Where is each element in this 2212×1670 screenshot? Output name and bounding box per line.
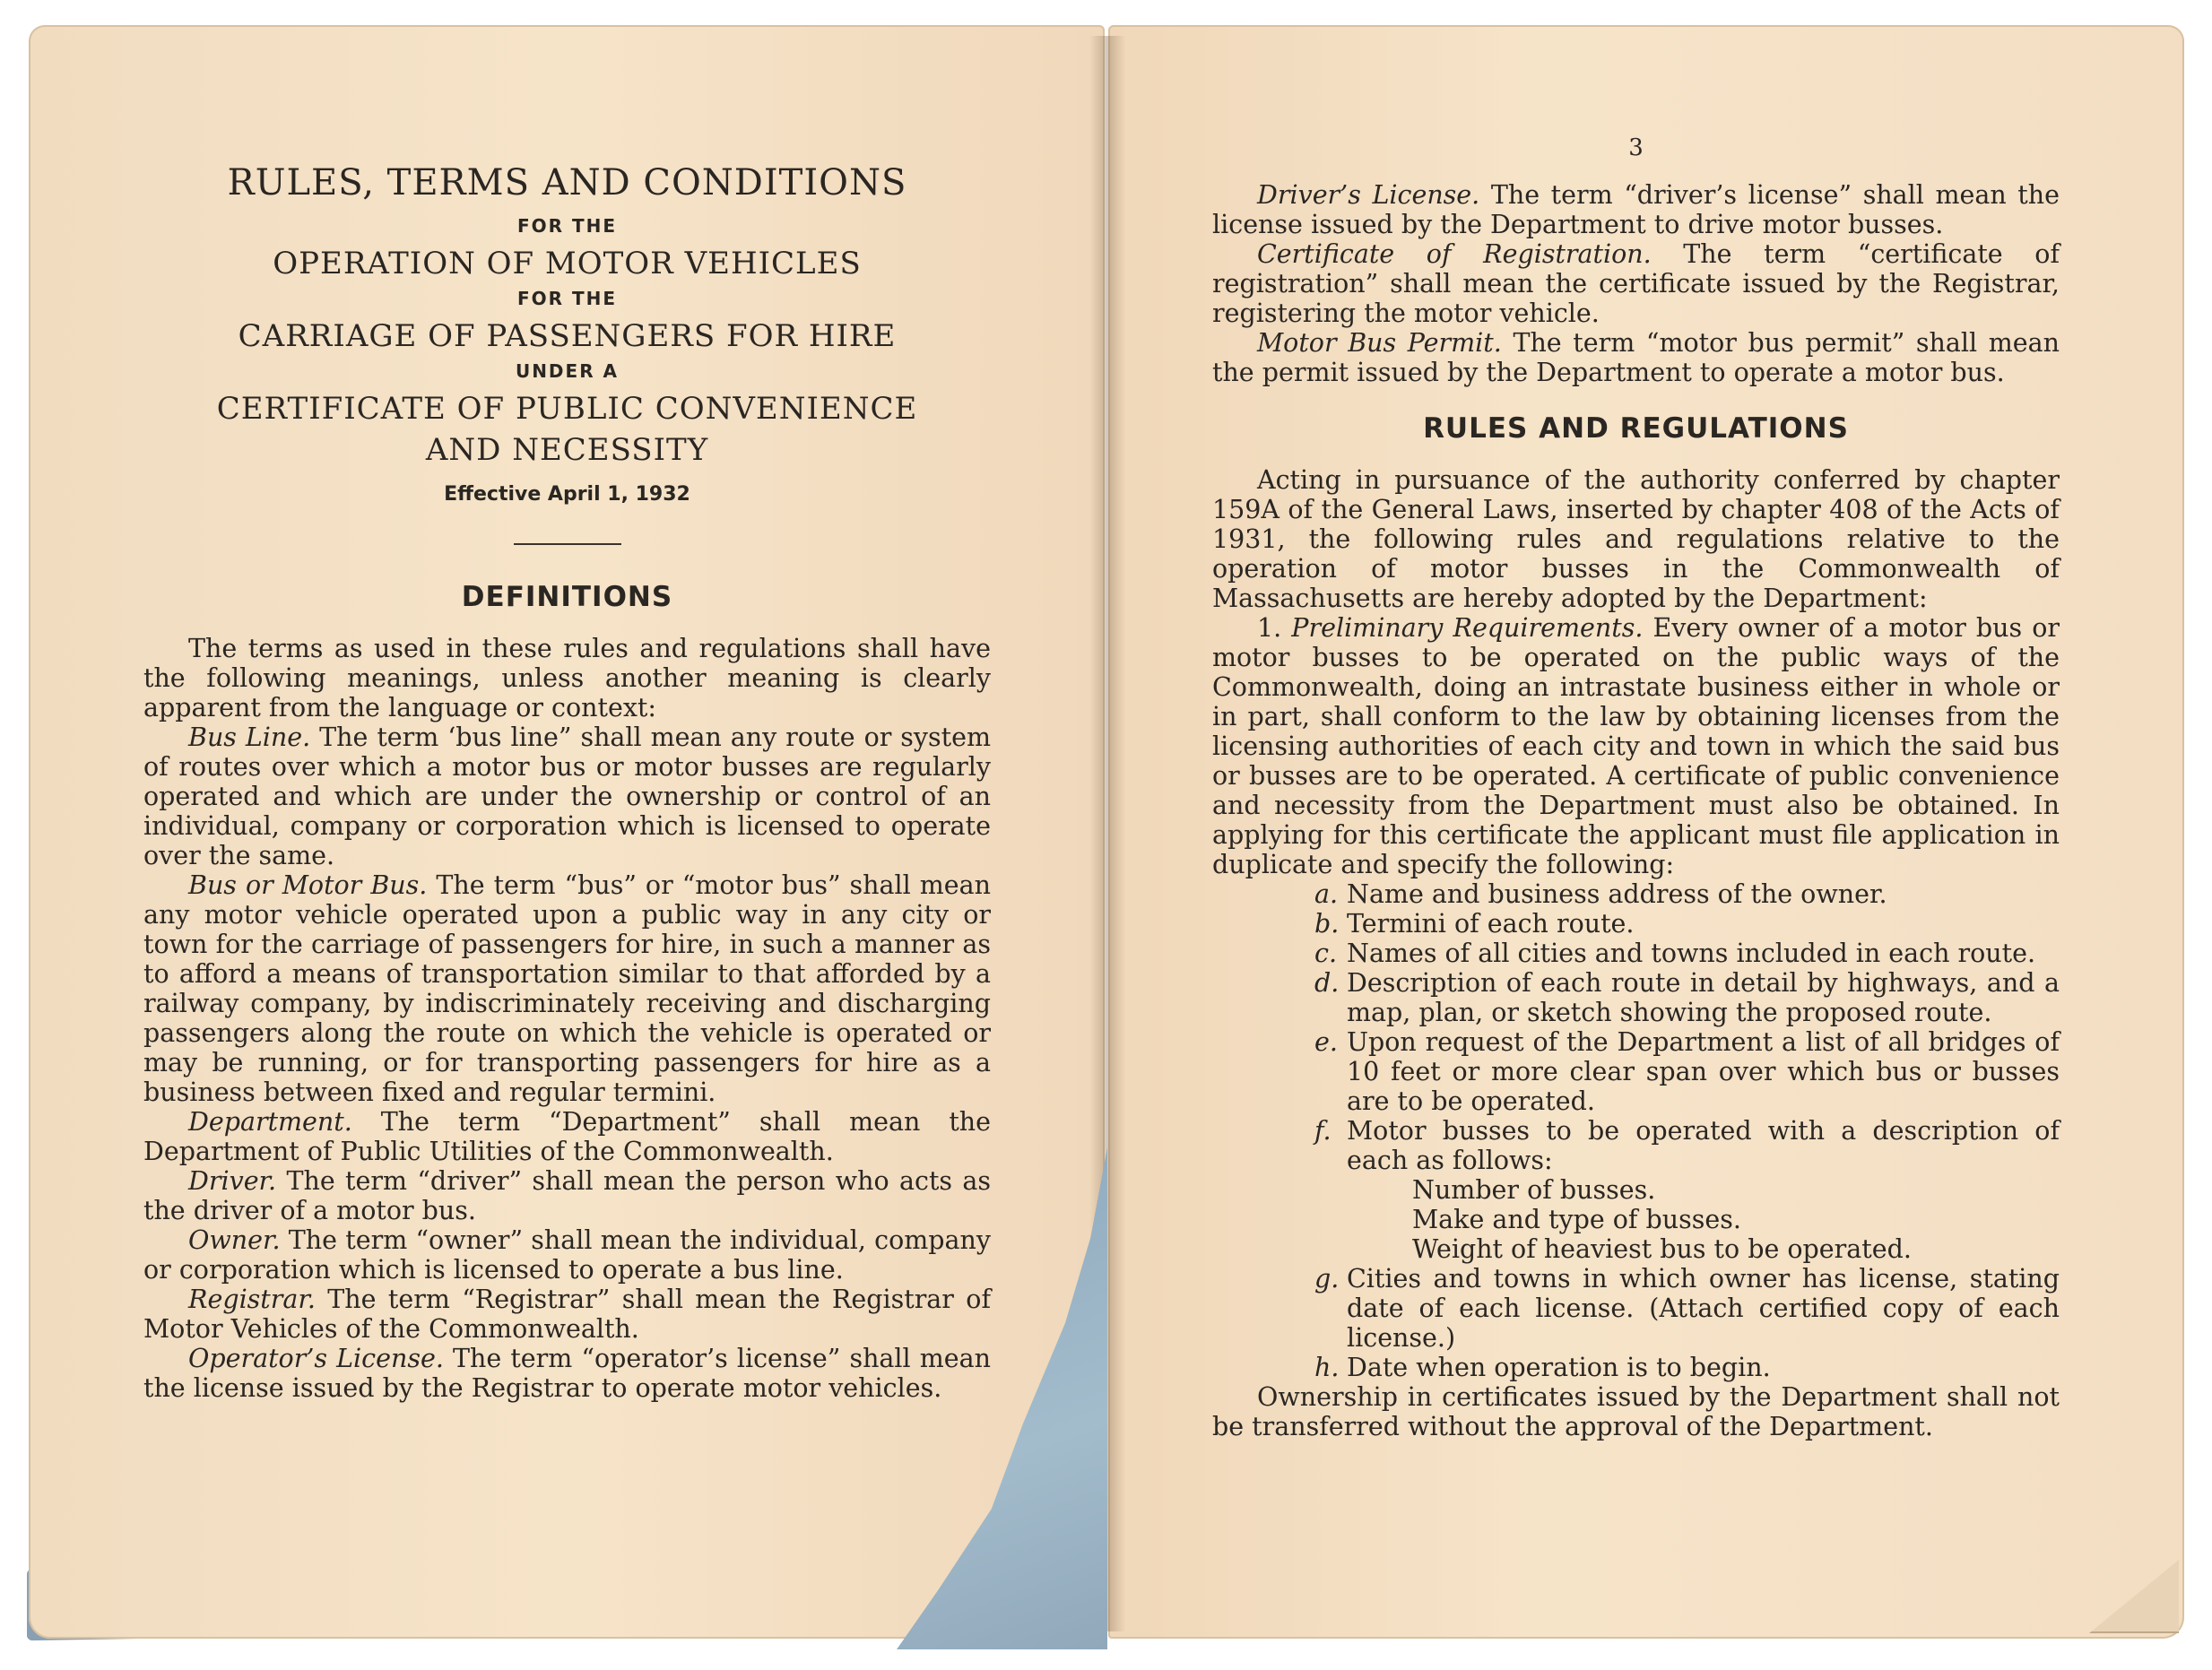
list-item (1212, 1027, 2060, 1116)
item-letter: b. (1314, 909, 1340, 939)
definition-text: The term “Registrar” shall mean the Registrar of Motor Vehicles of the Commonwealth. (143, 1284, 991, 1344)
list-item (1212, 1353, 2060, 1382)
for-the-label: FOR THE (516, 287, 618, 309)
item-text: Description of each route in detail by highways, and a map, plan, or sketch showing the proposed route. (1347, 968, 2060, 1028)
sub-list-item: Number of busses. (1412, 1175, 1656, 1206)
item-text: Names of all cities and towns included in each route. (1347, 939, 2036, 969)
effective-date: Effective April 1, 1932 (444, 483, 690, 506)
definition-operators-license (143, 1344, 991, 1403)
ownership-paragraph: Ownership in certificates issued by the Department shall not be transferred without the approval of the Department. (1212, 1382, 2060, 1442)
item-letter: g. (1314, 1264, 1340, 1294)
definition-term: Motor Bus Permit. (1257, 328, 1502, 359)
item-text: Upon request of the Department a list of all bridges of 10 feet or more clear span over which bus or busses are to be operated. (1347, 1027, 2060, 1117)
definition-term: Department. (188, 1106, 352, 1137)
subtitle-operation: OPERATION OF MOTOR VEHICLES (273, 246, 862, 281)
rules-intro: Acting in pursuance of the authority conferred by chapter 159A of the General Laws, inserted by chapter 408 of the Acts of 1931, the following rules and regulations relative to the operation of motor busses in the Commonwealth of Massachusetts are hereby adopted by the Department: (1212, 465, 2060, 614)
item-letter: f. (1314, 1116, 1332, 1147)
item-text: Date when operation is to begin. (1347, 1353, 1771, 1383)
definitions-intro: The terms as used in these rules and regulations shall have the following meanings, unless another meaning is clearly apparent from the language or context: (143, 633, 991, 723)
subtitle-certificate: CERTIFICATE OF PUBLIC CONVENIENCE (216, 390, 918, 427)
definition-text: The term “Department” shall mean the Department of Public Utilities of the Commonwealth. (143, 1106, 991, 1166)
list-item (1212, 909, 2060, 939)
definition-certificate-registration (1212, 239, 2060, 328)
definition-term: Bus or Motor Bus. (188, 870, 428, 900)
definition-text: The term “operator’s license” shall mean the license issued by the Registrar to operate motor vehicles. (143, 1343, 991, 1403)
item-letter: e. (1314, 1027, 1338, 1058)
definition-bus-line (143, 723, 991, 870)
definition-motor-bus (143, 870, 991, 1107)
item-letter: d. (1314, 968, 1340, 999)
left-page-content (143, 161, 991, 1403)
rule-text: Every owner of a motor bus or motor busses to be operated on the public ways of the Commonwealth, doing an intrastate business either in whole or in part, shall conform to the law by obtaining licenses from the licensing authorities of each city and town in which the said bus or busses are to be operated. A certificate of public convenience and necessity from the Department must also be obtained. In applying for this certificate the applicant must file application in duplicate and specify the following: (1212, 613, 2060, 880)
definition-drivers-license (1212, 180, 2060, 239)
rule-1 (1212, 613, 2060, 879)
definition-driver (143, 1166, 991, 1225)
definition-term: Driver. (188, 1165, 277, 1196)
document-title: RULES, TERMS AND CONDITIONS (227, 162, 907, 203)
definition-text: The term “driver” shall mean the person who acts as the driver of a motor bus. (143, 1165, 991, 1225)
sub-list-item: Weight of heaviest bus to be operated. (1412, 1234, 1912, 1265)
definition-text: The term “driver’s license” shall mean the license issued by the Department to drive motor busses. (1212, 180, 2060, 240)
item-text: Cities and towns in which owner has license, stating date of each license. (Attach certified copy of each license.) (1347, 1264, 2060, 1354)
definition-motor-bus-permit (1212, 328, 2060, 387)
sub-list-item: Make and type of busses. (1412, 1205, 1741, 1235)
item-text: Termini of each route. (1347, 909, 1635, 939)
under-a-label: UNDER A (515, 359, 620, 382)
for-the-label: FOR THE (516, 215, 618, 237)
divider (514, 543, 621, 545)
definition-text: The term “motor bus permit” shall mean the permit issued by the Department to operate a motor bus. (1212, 328, 2060, 388)
definition-term: Operator’s License. (188, 1343, 444, 1373)
definition-term: Owner. (188, 1224, 281, 1255)
definition-term: Registrar. (188, 1284, 316, 1314)
definition-text: The term “bus” or “motor bus” shall mean any motor vehicle operated upon a public way in any city or town for the carriage of passengers for hire, in such a manner as to afford a means of transportation similar to that afforded by a railway company, by indiscriminately receiving and discharging passengers along the route on which the vehicle is operated or may be running, or for transporting passengers for hire as a business between fixed and regular termini. (143, 870, 991, 1107)
definition-department (143, 1107, 991, 1166)
list-item (1212, 939, 2060, 968)
rules-heading: RULES AND REGULATIONS (1423, 412, 1849, 446)
list-item (1212, 968, 2060, 1027)
definition-term: Certificate of Registration. (1257, 239, 1652, 270)
item-text: Name and business address of the owner. (1347, 879, 1887, 910)
definition-registrar (143, 1285, 991, 1344)
rule-number: 1. (1257, 613, 1282, 644)
item-letter: c. (1314, 939, 1338, 969)
definition-term: Driver’s License. (1257, 180, 1480, 211)
item-text: Motor busses to be operated with a description of each as follows: (1347, 1116, 2060, 1176)
page-number: 3 (1628, 134, 1644, 161)
definition-text: The term ‘bus line” shall mean any route or system of routes over which a motor bus or motor busses are regularly operated and which are under the ownership or control of an individual, company or corporation which is licensed to operate over the same. (143, 722, 992, 870)
subtitle-necessity: AND NECESSITY (425, 432, 709, 469)
definition-text: The term “certificate of registration” shall mean the certificate issued by the Registrar, registering the motor vehicle. (1212, 239, 2060, 329)
definitions-heading: DEFINITIONS (461, 580, 673, 613)
item-letter: h. (1314, 1353, 1340, 1383)
item-letter: a. (1314, 879, 1339, 910)
list-item (1212, 879, 2060, 909)
list-item (1212, 1264, 2060, 1353)
rule-term: Preliminary Requirements. (1291, 613, 1644, 644)
subtitle-carriage: CARRIAGE OF PASSENGERS FOR HIRE (238, 317, 897, 354)
definition-owner (143, 1225, 991, 1285)
right-page-content (1212, 134, 2060, 1441)
definition-term: Bus Line. (188, 722, 311, 752)
definition-text: The term “owner” shall mean the individual, company or corporation which is licensed to operate a bus line. (143, 1224, 991, 1285)
list-item (1212, 1116, 2060, 1175)
